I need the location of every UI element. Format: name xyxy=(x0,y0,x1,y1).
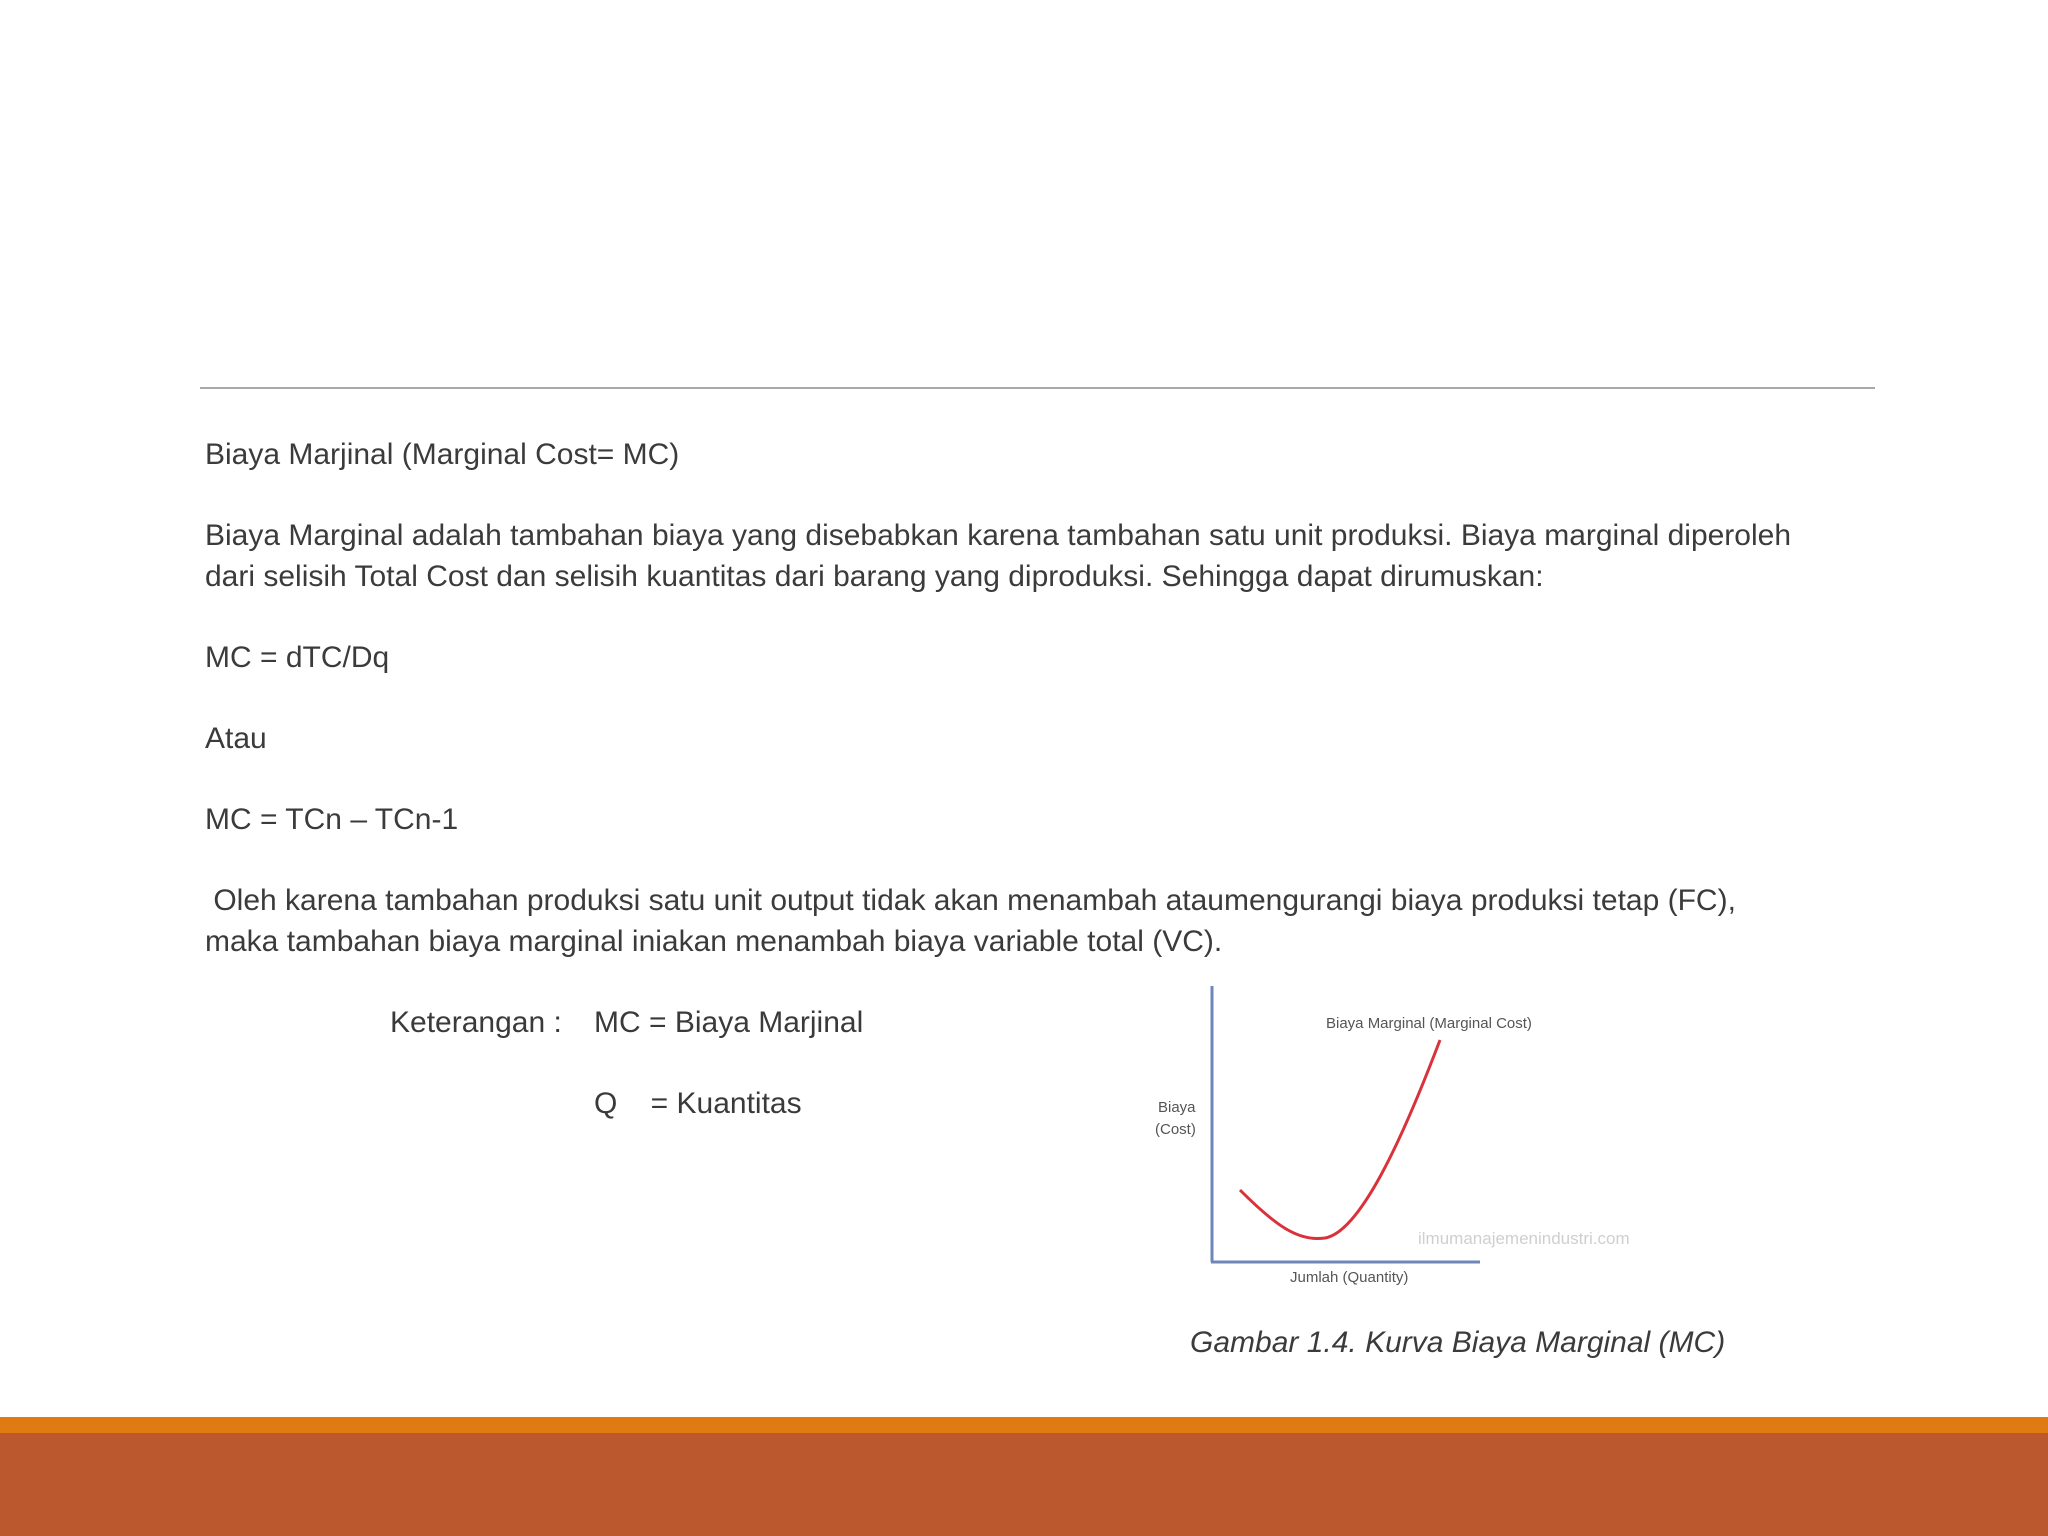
watermark-text: ilmumanajemenindustri.com xyxy=(1418,1229,1630,1248)
x-axis-label: Jumlah (Quantity) xyxy=(1290,1269,1409,1286)
atau-text: Atau xyxy=(205,722,267,755)
marginal-cost-diagram xyxy=(1140,980,1740,1300)
title-divider-line xyxy=(200,387,1875,389)
y-axis-label-line-2: (Cost) xyxy=(1155,1121,1196,1138)
marginal-cost-curve xyxy=(1240,1040,1440,1239)
y-axis-label-line-1: Biaya xyxy=(1158,1099,1196,1116)
keterangan-q: Q = Kuantitas xyxy=(594,1087,802,1120)
curve-label: Biaya Marginal (Marginal Cost) xyxy=(1326,1015,1532,1032)
footer-accent-stripe xyxy=(0,1417,2048,1433)
paragraph-2-line-2: maka tambahan biaya marginal iniakan menambah biaya variable total (VC). xyxy=(205,925,1223,958)
section-heading: Biaya Marjinal (Marginal Cost= MC) xyxy=(205,438,680,471)
keterangan-mc: MC = Biaya Marjinal xyxy=(594,1006,864,1039)
paragraph-2-line-1: Oleh karena tambahan produksi satu unit output tidak akan menambah ataumengurangi biaya produksi tetap (FC), xyxy=(205,884,1736,917)
paragraph-1-line-2: dari selisih Total Cost dan selisih kuantitas dari barang yang diproduksi. Sehingga dapat dirumuskan: xyxy=(205,560,1544,593)
figure-caption: Gambar 1.4. Kurva Biaya Marginal (MC) xyxy=(1190,1326,1726,1359)
formula-difference: MC = TCn – TCn-1 xyxy=(205,803,459,836)
marginal-cost-figure xyxy=(1140,980,1740,1300)
footer-bar xyxy=(0,1433,2048,1536)
paragraph-1-line-1: Biaya Marginal adalah tambahan biaya yang disebabkan karena tambahan satu unit produksi. Biaya marginal diperoleh xyxy=(205,519,1792,552)
formula-derivative: MC = dTC/Dq xyxy=(205,641,390,674)
keterangan-label: Keterangan : xyxy=(390,1006,562,1039)
